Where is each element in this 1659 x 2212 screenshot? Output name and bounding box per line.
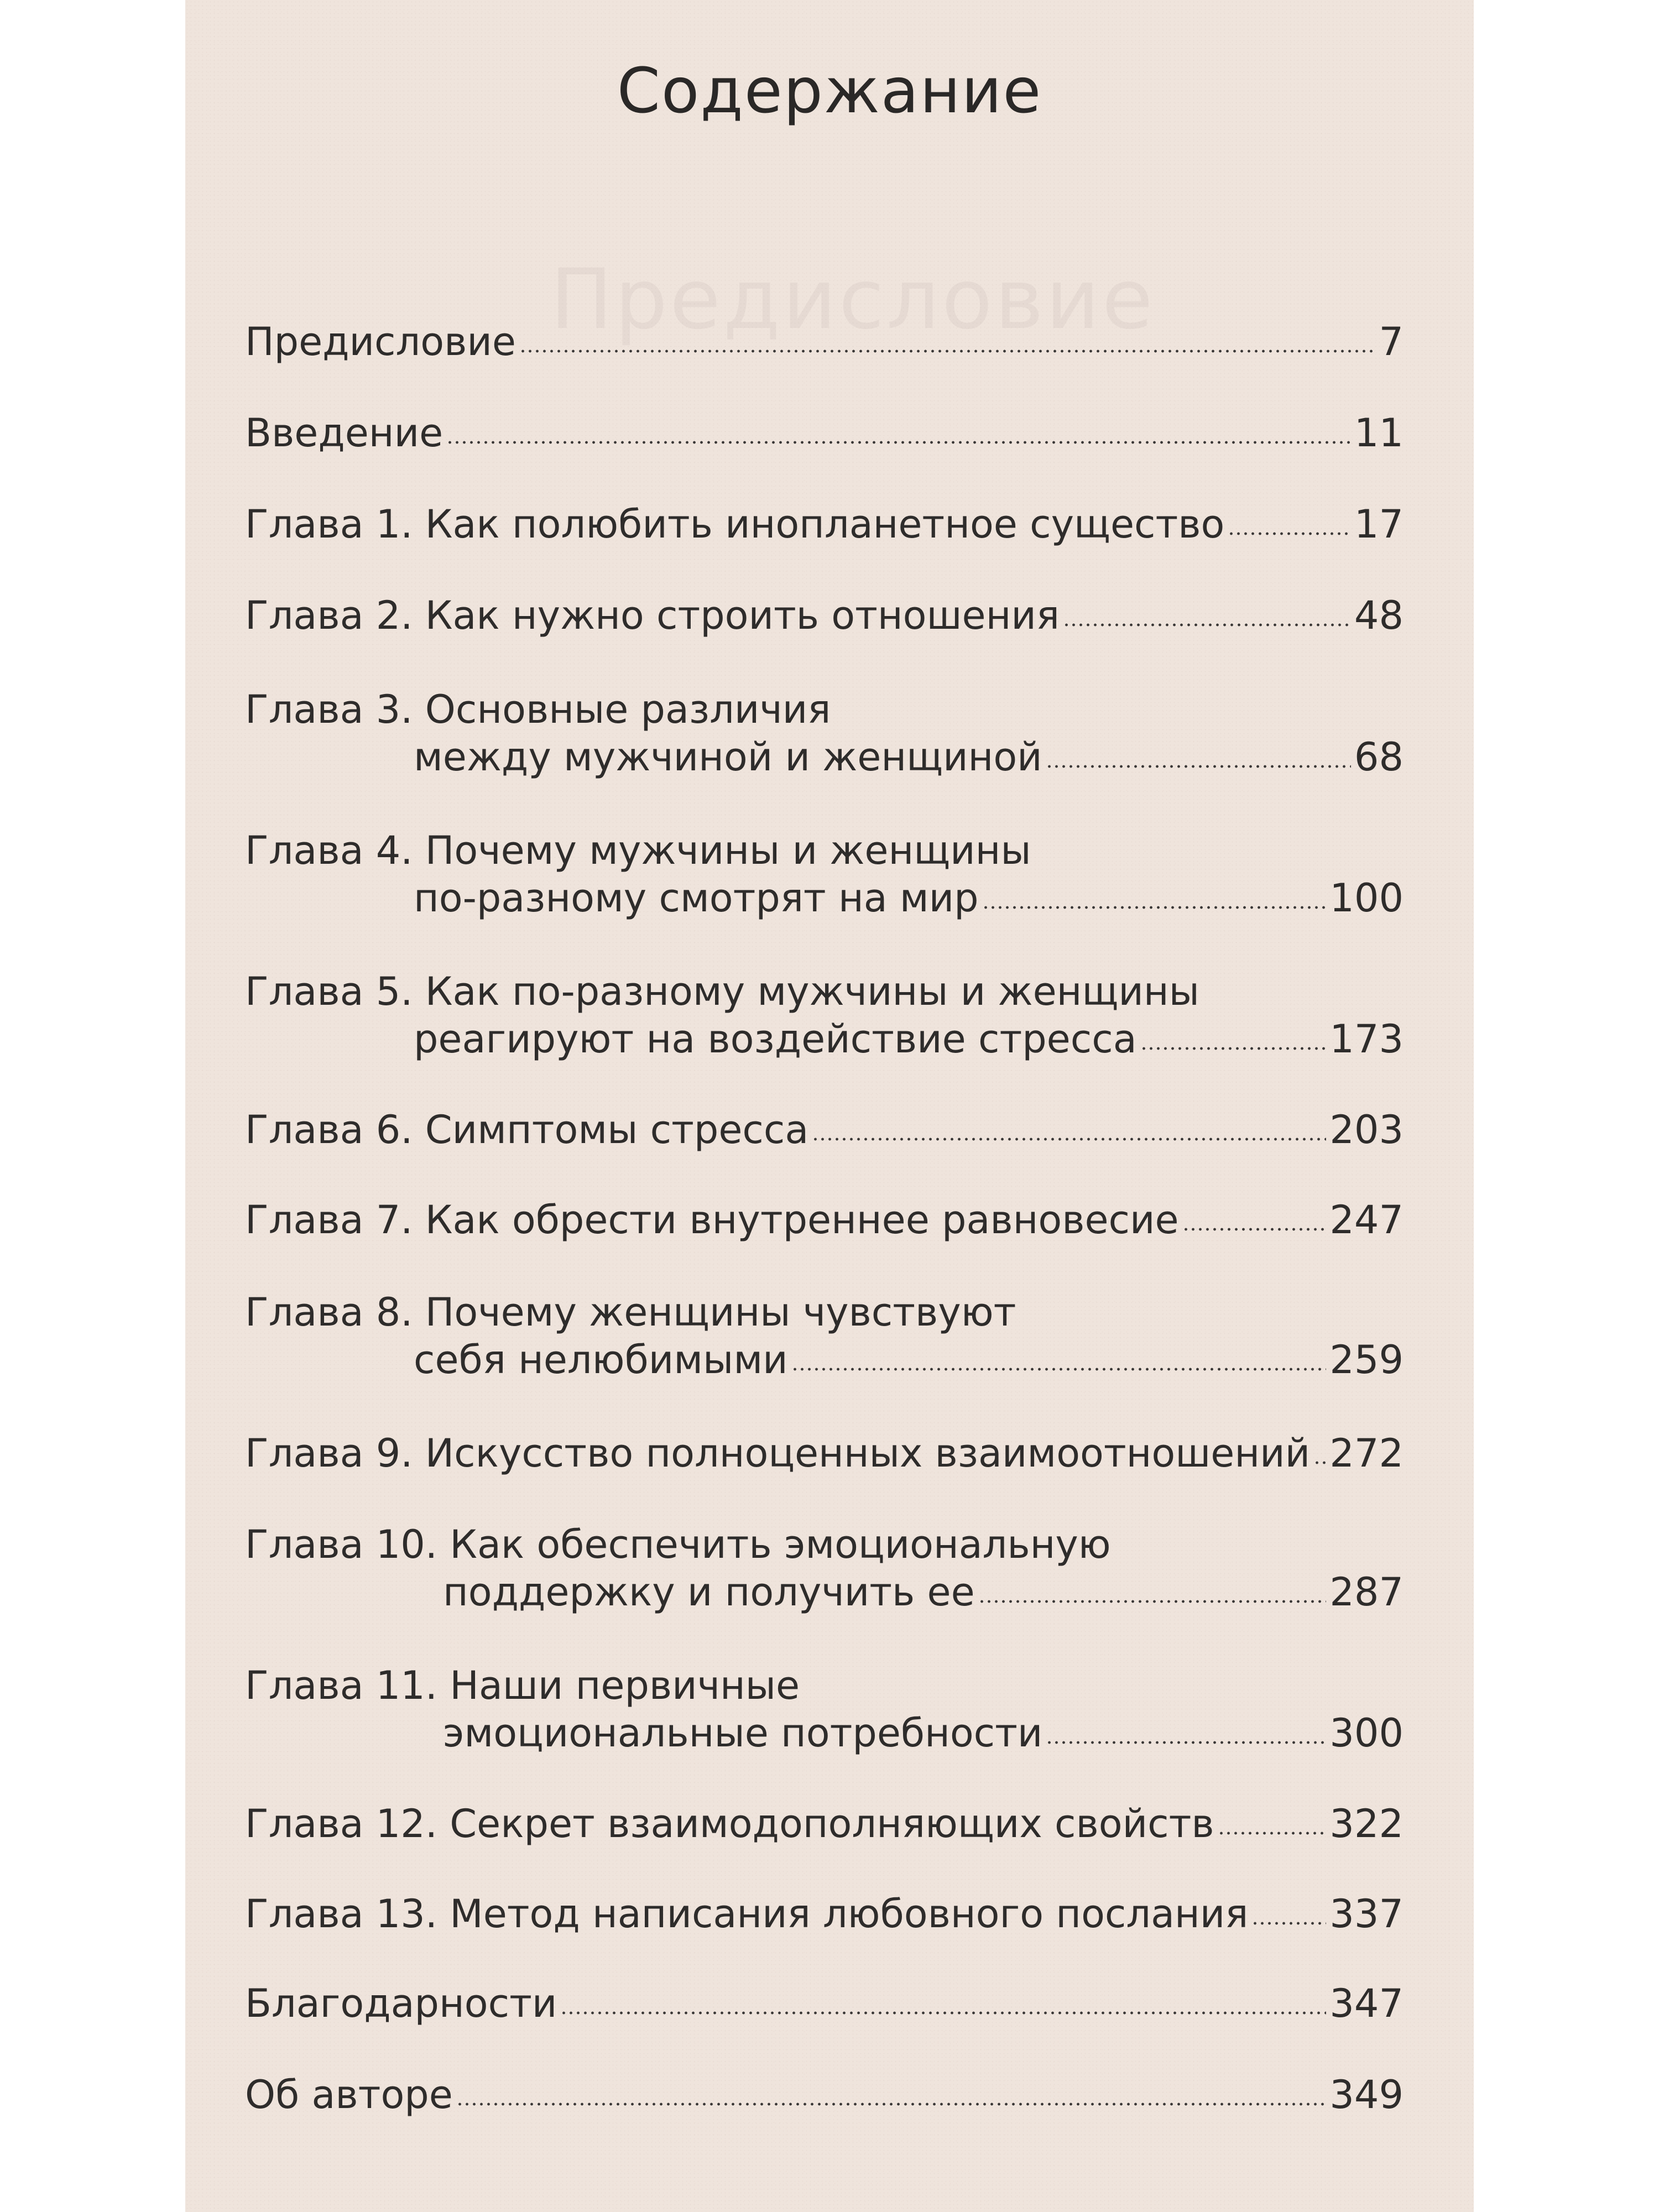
toc-entry-continuation: себя нелюбимыми — [414, 1337, 788, 1383]
toc-entry — [245, 827, 1404, 922]
toc-entry-label: Глава 5. Как по-разному мужчины и женщины — [245, 969, 1199, 1014]
dot-leader — [791, 1368, 1327, 1371]
toc-entry-label: Глава 1. Как полюбить инопланетное существо — [245, 502, 1225, 547]
toc-entry-page: 11 — [1354, 410, 1404, 456]
toc-entry-page: 347 — [1329, 1981, 1404, 2026]
toc-entry-label: Глава 10. Как обеспечить эмоциональную — [245, 1522, 1111, 1567]
dot-leader — [560, 2011, 1326, 2015]
toc-entry-page: 322 — [1329, 1801, 1404, 1846]
toc-entry — [245, 968, 1404, 1063]
toc-entry-page: 337 — [1329, 1891, 1404, 1937]
toc-entry-page: 7 — [1379, 319, 1404, 364]
dot-leader — [1046, 765, 1351, 768]
toc-entry — [245, 1288, 1404, 1384]
toc-entry-label: Об авторе — [245, 2072, 453, 2117]
dot-leader — [1140, 1047, 1327, 1050]
toc-entry-page: 68 — [1354, 734, 1404, 780]
toc-entry — [245, 1980, 1404, 2027]
toc-entry-label: Глава 7. Как обрести внутреннее равновесие — [245, 1197, 1179, 1243]
dot-leader — [978, 1600, 1327, 1603]
show-through-text: Предисловие — [550, 252, 1155, 348]
dot-leader — [1251, 1922, 1326, 1925]
toc-entry-label: Введение — [245, 410, 444, 456]
toc-entry — [245, 592, 1404, 639]
dot-leader — [1046, 1741, 1326, 1744]
toc-entry-label: Глава 9. Искусство полноценных взаимоотношений — [245, 1431, 1311, 1476]
toc-entry — [245, 1662, 1404, 1757]
toc-entry-label: Глава 8. Почему женщины чувствуют — [245, 1290, 1016, 1335]
toc-entry — [245, 1106, 1404, 1154]
toc-entry-page: 247 — [1329, 1197, 1404, 1243]
toc-entry-label: Глава 6. Симптомы стресса — [245, 1107, 809, 1152]
toc-entry — [245, 500, 1404, 548]
toc-entry-continuation: между мужчиной и женщиной — [414, 734, 1042, 780]
toc-entry — [245, 318, 1404, 366]
toc-entry-page: 203 — [1329, 1107, 1404, 1152]
toc-entry-label: Глава 2. Как нужно строить отношения — [245, 593, 1060, 638]
toc-entry-page: 48 — [1354, 593, 1404, 638]
dot-leader — [456, 2103, 1327, 2106]
toc-entry-label: Благодарности — [245, 1981, 557, 2026]
toc-entry-page: 287 — [1329, 1569, 1404, 1615]
toc-entry — [245, 1800, 1404, 1848]
toc-entry-label: Глава 4. Почему мужчины и женщины — [245, 828, 1031, 873]
toc-entry-label: Глава 11. Наши первичные — [245, 1663, 800, 1708]
dot-leader — [519, 349, 1376, 353]
toc-entry — [245, 2071, 1404, 2119]
toc-entry-page: 100 — [1329, 875, 1404, 921]
toc-entry-page: 259 — [1329, 1337, 1404, 1383]
toc-entry — [245, 686, 1404, 781]
dot-leader — [1182, 1228, 1327, 1231]
toc-entry — [245, 1430, 1404, 1477]
toc-entry-page: 17 — [1354, 502, 1404, 547]
toc-entry-page: 300 — [1329, 1710, 1404, 1756]
toc-entry — [245, 1890, 1404, 1938]
dot-leader — [1313, 1461, 1326, 1464]
toc-entry-label: Глава 12. Секрет взаимодополняющих свойств — [245, 1801, 1214, 1846]
dot-leader — [1218, 1832, 1327, 1835]
dot-leader — [1063, 623, 1351, 627]
toc-entry-label: Глава 13. Метод написания любовного послания — [245, 1891, 1249, 1937]
dot-leader — [446, 441, 1351, 444]
toc-entry-page: 173 — [1329, 1016, 1404, 1062]
toc-entry-continuation: поддержку и получить ее — [443, 1569, 975, 1615]
toc-entry-label: Предисловие — [245, 319, 516, 364]
toc-entry-continuation: эмоциональные потребности — [443, 1710, 1043, 1756]
page-title: Содержание — [617, 55, 1042, 127]
toc-entry-page: 349 — [1329, 2072, 1404, 2117]
book-page — [185, 0, 1474, 2212]
toc-entry — [245, 1196, 1404, 1244]
dot-leader — [812, 1138, 1326, 1141]
dot-leader — [1228, 532, 1351, 535]
toc-entry-page: 272 — [1329, 1431, 1404, 1476]
toc-entry-continuation: реагируют на воздействие стресса — [414, 1016, 1137, 1062]
toc-entry — [245, 409, 1404, 457]
toc-entry-continuation: по-разному смотрят на мир — [414, 875, 979, 921]
toc-entry — [245, 1521, 1404, 1616]
toc-entry-label: Глава 3. Основные различия — [245, 687, 831, 732]
dot-leader — [982, 906, 1327, 909]
